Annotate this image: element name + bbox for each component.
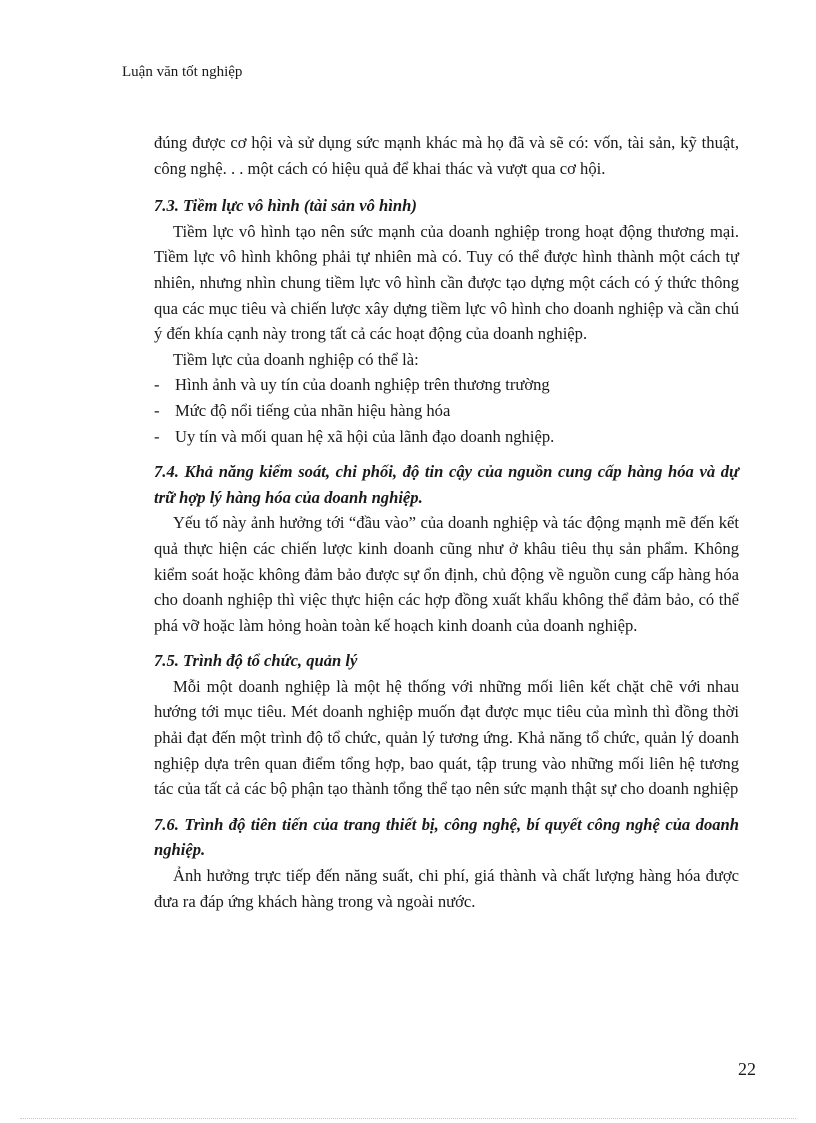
list-item-text: Uy tín và mối quan hệ xã hội của lãnh đạo doanh nghiệp. bbox=[175, 426, 555, 446]
section-7-3-paragraph: Tiềm lực vô hình tạo nên sức mạnh của doanh nghiệp trong hoạt động thương mại. Tiềm lực vô hình không phải tự nhiên mà có. Tuy có thể được hình thành một cách tự nhiên, nhưng nhìn chung tiềm lực vô hình cần được tạo dựng một cách có ý thức thông qua các mục tiêu và chiến lược xây dựng tiềm lực vô hình cho doanh nghiệp và cần chú ý đến khía cạnh này trong tất cả các hoạt động của doanh nghiệp. bbox=[154, 221, 739, 344]
footer-divider bbox=[20, 1118, 796, 1119]
list-item bbox=[154, 398, 739, 424]
list-item bbox=[154, 424, 739, 450]
list-item-text: Mức độ nổi tiếng của nhãn hiệu hàng hóa bbox=[175, 400, 451, 420]
section-7-5-heading: 7.5. Trình độ tổ chức, quản lý bbox=[154, 651, 358, 671]
section-7-4-paragraph: Yếu tố này ảnh hưởng tới “đầu vào” của doanh nghiệp và tác động mạnh mẽ đến kết quả thực hiện các chiến lược kinh doanh cũng như ở khâu tiêu thụ sản phẩm. Không kiểm soát hoặc không đảm bảo được sự ổn định, chủ động về nguồn cung cấp hàng hóa cho doanh nghiệp thì việc thực hiện các hợp đồng xuất khẩu không thể đảm bảo, có thể phá vỡ hoặc làm hỏng hoàn toàn kế hoạch kinh doanh của doanh nghiệp. bbox=[154, 513, 739, 635]
page-number: 22 bbox=[738, 1059, 756, 1079]
document-body bbox=[154, 130, 739, 914]
section-7-4-heading: 7.4. Khả năng kiểm soát, chi phối, độ tin cậy của nguồn cung cấp hàng hóa và dự trữ hợp lý hàng hóa của doanh nghiệp. bbox=[154, 462, 739, 507]
bullet-dash: - bbox=[154, 400, 160, 420]
section-7-6-heading: 7.6. Trình độ tiên tiến của trang thiết bị, công nghệ, bí quyết công nghệ của doanh nghiệp. bbox=[154, 814, 739, 860]
bullet-dash: - bbox=[154, 375, 160, 395]
section-7-6-paragraph: Ảnh hưởng trực tiếp đến năng suất, chi phí, giá thành và chất lượng hàng hóa được đưa ra đáp ứng khách hàng trong và ngoài nước. bbox=[154, 866, 739, 911]
section-7-3-heading: 7.3. Tiềm lực vô hình (tài sản vô hình) bbox=[154, 196, 417, 216]
running-header: Luận văn tốt nghiệp bbox=[122, 64, 243, 80]
section-7-3-list-intro: Tiềm lực của doanh nghiệp có thể là: bbox=[173, 349, 419, 369]
list-item bbox=[154, 372, 739, 398]
section-7-5-paragraph: Mỗi một doanh nghiệp là một hệ thống với những mối liên kết chặt chẽ với nhau hướng tới mục tiêu. Mét doanh nghiệp muốn đạt được mục tiêu của mình thì đồng thời phải đạt đến một trình độ tổ chức, quản lý tương ứng. Khả năng tổ chức, quản lý doanh nghiệp dựa trên quan điểm tổng hợp, bao quát, tập trung vào những mối liên hệ tương tác của tất cả các bộ phận tạo thành tổng thể tạo nên sức mạnh thật sự cho doanh nghiệp bbox=[154, 676, 739, 799]
list-item-text: Hình ảnh và uy tín của doanh nghiệp trên thương trường bbox=[175, 375, 550, 395]
section-7-3-bullet-list bbox=[154, 372, 739, 449]
intro-paragraph: đúng được cơ hội và sử dụng sức mạnh khác mà họ đã và sẽ có: vốn, tài sản, kỹ thuật, công nghệ. . . một cách có hiệu quả để khai thác và vượt qua cơ hội. bbox=[154, 133, 739, 178]
bullet-dash: - bbox=[154, 426, 160, 446]
